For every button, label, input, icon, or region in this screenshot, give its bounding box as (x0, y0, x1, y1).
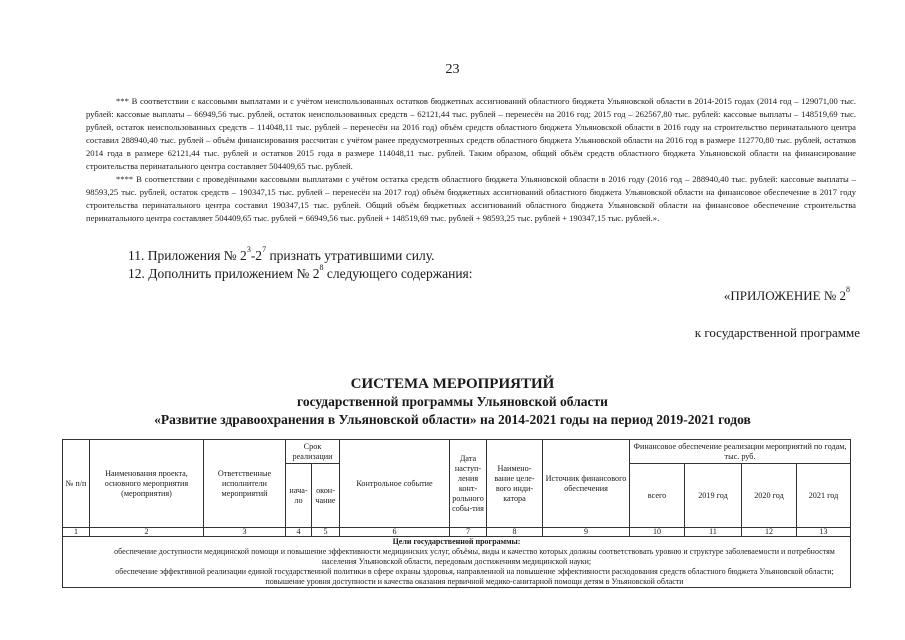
col-number: 9 (543, 528, 630, 537)
header-name: Наименования проекта, основного мероприятия (мероприятия) (90, 440, 204, 528)
goal-item: повышение уровня доступности и качества оказания первичной медико-санитарной помощи детям в Ульяновской области (265, 577, 684, 586)
goal-item: обеспечение эффективной реализации единой государственной политики в сфере охраны здоровья, направленной на повышение эффективности расходования средств областного бюджета Ульяновской области; (115, 567, 834, 576)
header-2019: 2019 год (685, 464, 742, 528)
col-number: 13 (797, 528, 851, 537)
col-number: 6 (340, 528, 450, 537)
system-subtitle-1: государственной программы Ульяновской области (297, 394, 608, 409)
header-2020: 2020 год (742, 464, 797, 528)
goal-item: обеспечение доступности медицинской помощи и повышение эффективности медицинских услуг, объёмы, виды и качество которых должны соответствовать уровню и структуре заболеваемости и потребностям населения Ульяновской области, передовым достижениям медицинской науки; (114, 547, 835, 566)
header-2021: 2021 год (797, 464, 851, 528)
appendix-title (723, 285, 850, 304)
item-12-tail: следующего содержания: (323, 266, 473, 281)
column-number-row (63, 528, 851, 537)
item-11 (128, 245, 435, 264)
header-finance-source: Источник финансового обеспечения (543, 440, 630, 528)
system-title: СИСТЕМА МЕРОПРИЯТИЙ (350, 376, 555, 392)
appendix-title-text: «ПРИЛОЖЕНИЕ № 2 (723, 288, 846, 303)
col-number: 2 (90, 528, 204, 537)
col-number: 4 (286, 528, 312, 537)
item-12-text: 12. Дополнить приложением № 2 (128, 266, 320, 281)
col-number: 5 (312, 528, 340, 537)
col-number: 3 (204, 528, 286, 537)
header-event-date: Дата наступ-ления конт-рольного собы-тия (450, 440, 487, 528)
col-number: 1 (63, 528, 90, 537)
col-number: 10 (630, 528, 685, 537)
page-number: 23 (445, 62, 460, 77)
goals-row (63, 537, 851, 588)
goals-title: Цели государственной программы: (392, 537, 521, 546)
header-target-indicator: Наимено-вание целе-вого инди-катора (487, 440, 543, 528)
col-number: 11 (685, 528, 742, 537)
item-12-sup: 8 (319, 263, 324, 272)
header-start: нача-ло (286, 464, 312, 528)
header-no: № п/п (63, 440, 90, 528)
item-11-tail: признать утратившими силу. (266, 248, 435, 263)
goals-cell (63, 537, 851, 588)
header-responsible: Ответственные исполнители мероприятий (204, 440, 286, 528)
item-11-sup-start: 3 (246, 245, 251, 254)
header-end: окон-чание (312, 464, 340, 528)
col-number: 7 (450, 528, 487, 537)
header-term: Срок реализации (286, 440, 340, 464)
footnotes (86, 95, 856, 225)
footnote-quad-star: **** В соответствии с проведёнными кассовыми выплатами с учётом остатка средств областного бюджета Ульяновской области в 2016 году (2016 год – 288940,40 тыс. рублей: кассовые выплаты – 98593,25 тыс. рублей, остаток средств – 190347,15 тыс. рублей – перенесён на 2017 год) объём бюджетных ассигнований областного бюджета Ульяновской области на финансовое обеспечение в 2017 году строительства перинатального центра составил 190347,15 тыс. рублей. Общий объём бюджетных ассигнований областного бюджета Ульяновской области на финансовое обеспечение строительства перинатального центра составляет 504409,65 тыс. рублей = 66949,56 тыс. рублей + 148519,69 тыс. рублей + 98593,25 тыс. рублей + 190347,15 тыс. рублей.». (86, 174, 856, 223)
item-11-text: 11. Приложения № 2 (128, 248, 247, 263)
header-finance: Финансовое обеспечение реализации мероприятий по годам, тыс. руб. (630, 440, 851, 464)
appendix-sup: 8 (846, 285, 850, 294)
header-control-event: Контрольное событие (340, 440, 450, 528)
header-total: всего (630, 464, 685, 528)
col-number: 12 (742, 528, 797, 537)
appendix-subtitle: к государственной программе (694, 325, 860, 340)
item-11-sup-end: 7 (262, 245, 267, 254)
col-number: 8 (487, 528, 543, 537)
system-subtitle-2: «Развитие здравоохранения в Ульяновской области» на 2014-2021 годы на период 2019-2021 годов (154, 412, 751, 427)
measures-table (62, 439, 851, 588)
footnote-triple-star: *** В соответствии с кассовыми выплатами и с учётом неиспользованных остатков бюджетных ассигнований областного бюджета Ульяновской области в 2014-2015 годах (2014 год – 129071,00 тыс. рублей: кассовые выплаты – 66949,56 тыс. рублей, остаток неиспользованных средств – 62121,44 тыс. рублей – перенесён на 2016 год; 2015 год – 262567,80 тыс. рублей: кассовые выплаты – 148519,69 тыс. рублей, остаток неиспользованных средств – 114048,11 тыс. рублей – перенесён на 2016 год) объём средств областного бюджета Ульяновской области в 2016 году на строительство перинатального центра составил 288940,40 тыс. рублей – объём финансирования рассчитан с учётом ранее предусмотренных средств областного бюджета Ульяновской области на 2016 год в размере 112770,80 тыс. рублей, остатков 2014 года в размере 62121,44 тыс. рублей и остатков 2015 года в размере 114048,11 тыс. рублей. Таким образом, общий объём средств областного бюджета Ульяновской области на финансирование строительства перинатального центра составляет 504409,65 тыс. рублей. (86, 96, 856, 171)
item-12 (128, 263, 473, 282)
item-11-dash: -2 (250, 248, 263, 263)
